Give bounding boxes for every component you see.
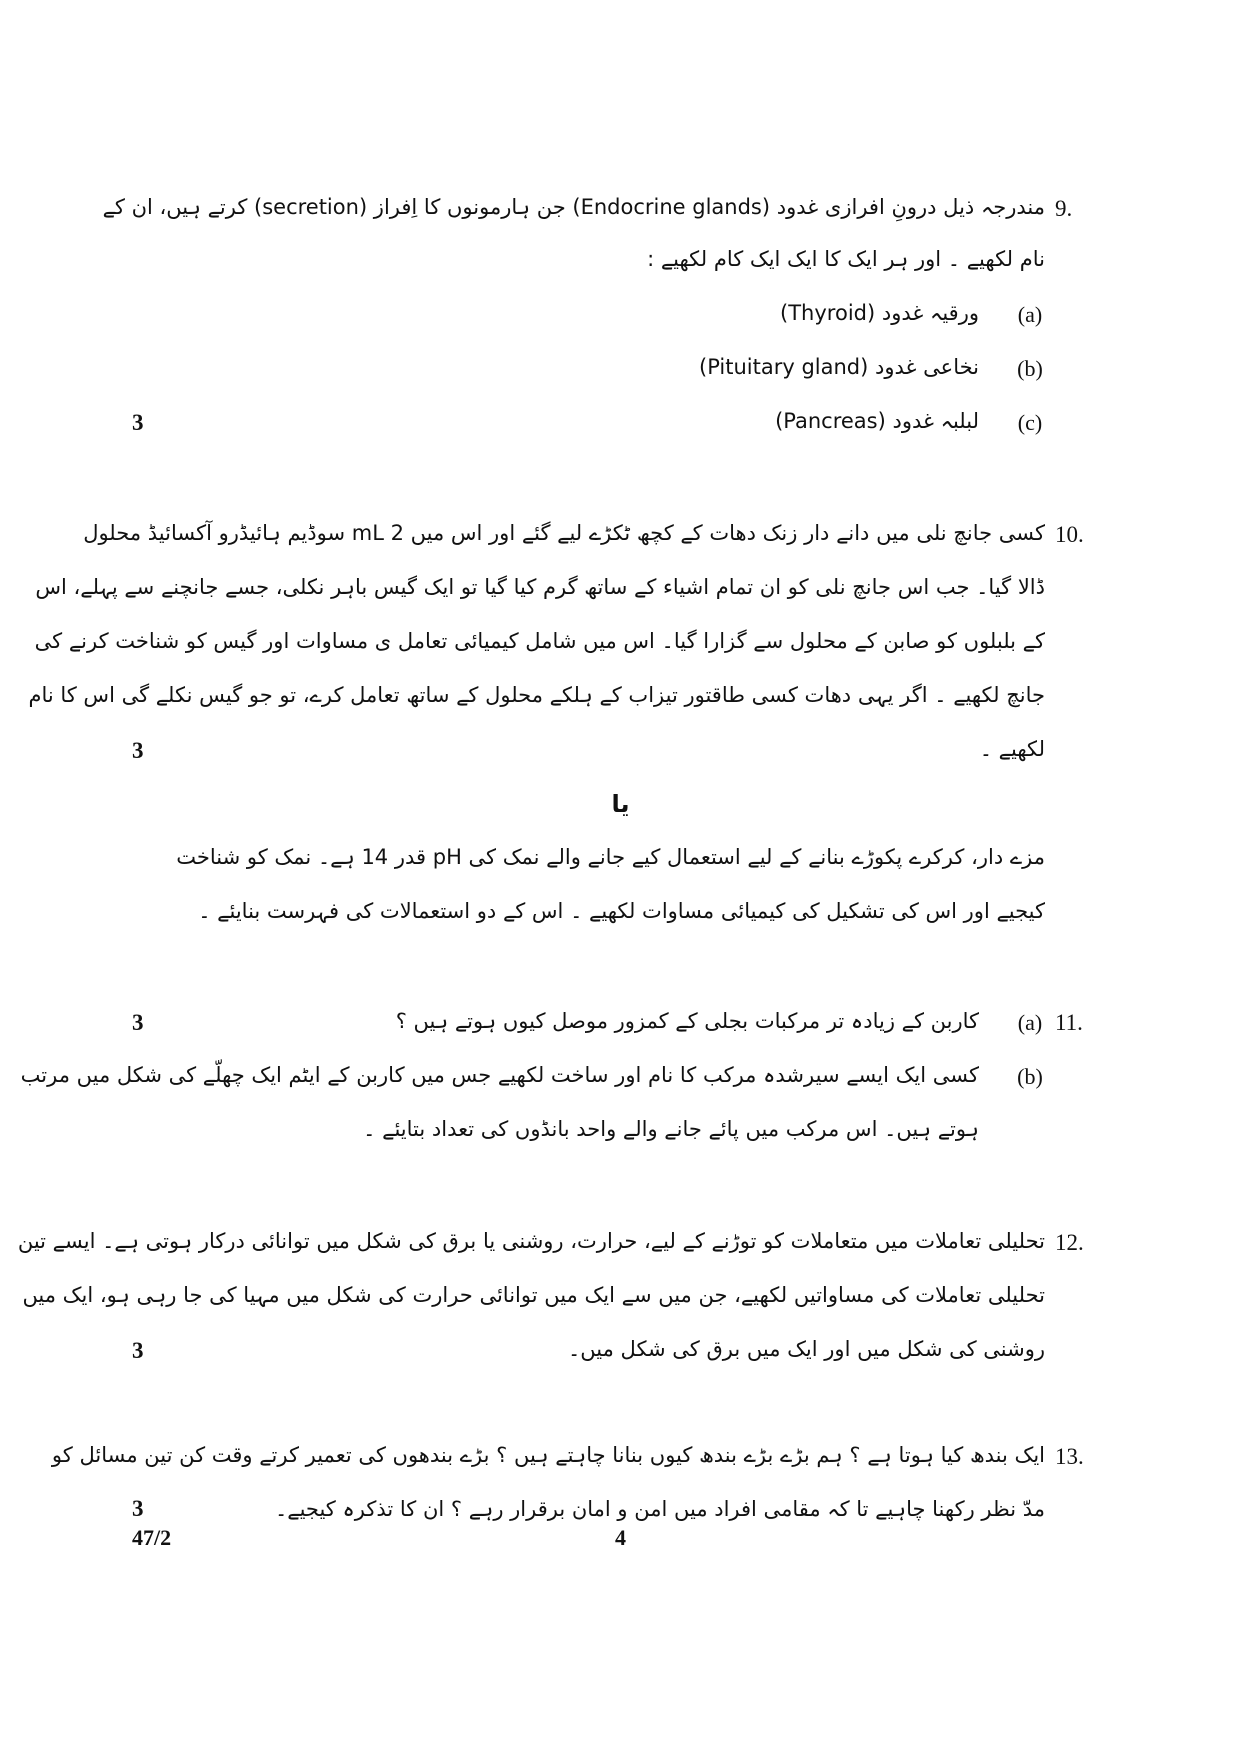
q10-marks: 3 (132, 738, 144, 763)
paper-code: 47/2 (132, 1525, 172, 1550)
q11-part-b-label: (b) (1017, 1064, 1043, 1089)
q10-alt-line-2: کیجیے اور اس کی تشکیل کی کیمیائی مساوات لکھیے ۔ اس کے دو استعمالات کی فہرست بنایئے ۔ (198, 899, 1045, 923)
q9-line-2: نام لکھیے ۔ اور ہر ایک کا ایک ایک کام لکھیے : (647, 247, 1045, 271)
q9-part-c-text: لبلبہ غدود (Pancreas) (775, 409, 979, 433)
q13-number: 13. (1055, 1444, 1084, 1469)
q9-part-b-label: (b) (1017, 356, 1043, 381)
q11-number: 11. (1055, 1010, 1083, 1035)
q13-line-1: ایک بندھ کیا ہوتا ہے ؟ ہم بڑے بڑے بندھ کیوں بنانا چاہتے ہیں ؟ بڑے بندھوں کی تعمیر کرتے وقت کن تین مسائل کو (51, 1443, 1045, 1467)
q9-part-a-label: (a) (1017, 302, 1043, 327)
q10-number: 10. (1055, 522, 1084, 547)
q10-line-2: ڈالا گیا۔ جب اس جانچ نلی کو ان تمام اشیاء کے ساتھ گرم کیا گیا تو ایک گیس باہر نکلی، جسے جانچنے سے پہلے، اس (35, 575, 1045, 599)
q10-line-5: لکھیے ۔ (979, 737, 1045, 761)
q11-part-b-line-2: ہوتے ہیں۔ اس مرکب میں پائے جانے والے واحد بانڈوں کی تعداد بتایئے ۔ (363, 1117, 979, 1141)
q12-line-1: تحلیلی تعاملات میں متعاملات کو توڑنے کے لیے، حرارت، روشنی یا برق کی شکل میں توانائی درکار ہوتی ہے۔ ایسے تین (17, 1229, 1045, 1253)
q9-marks: 3 (132, 410, 144, 435)
q10-line-4: جانچ لکھیے ۔ اگر یہی دھات کسی طاقتور تیزاب کے ہلکے محلول کے ساتھ تعامل کرے، تو جو گیس نکلے گی اس کا نام (28, 683, 1045, 707)
q10-line-1: کسی جانچ نلی میں دانے دار زنک دھات کے کچھ ٹکڑے لیے گئے اور اس میں 2 mL سوڈیم ہائیڈرو آکسائیڈ محلول (83, 521, 1045, 545)
q10-line-3: کے بلبلوں کو صابن کے محلول سے گزارا گیا۔ اس میں شامل کیمیائی تعامل ی مساوات اور گیس کو شناخت کرنے کی (34, 629, 1045, 653)
or-label: یا (611, 790, 630, 818)
q12-line-2: تحلیلی تعاملات کی مساواتیں لکھیے، جن میں سے ایک میں توانائی حرارت کی شکل میں مہیا کی جا رہی ہو، ایک میں (22, 1283, 1045, 1307)
q13-marks: 3 (132, 1496, 144, 1521)
q10-alt-line-1: مزے دار، کرکرے پکوڑے بنانے کے لیے استعمال کیے جانے والے نمک کی pH قدر 14 ہے۔ نمک کو شناخت (176, 845, 1045, 869)
q12-number: 12. (1055, 1230, 1084, 1255)
page-number: 4 (615, 1525, 626, 1550)
q9-part-a-text: ورقیہ غدود (Thyroid) (780, 301, 979, 325)
q11-marks: 3 (132, 1010, 144, 1035)
q11-part-a-text: کاربن کے زیادہ تر مرکبات بجلی کے کمزور موصل کیوں ہوتے ہیں ؟ (395, 1009, 979, 1033)
q9-part-b-text: نخاعی غدود (Pituitary gland) (698, 355, 979, 379)
q9-line-1: مندرجہ ذیل درونِ افرازی غدود (Endocrine glands) جن ہارمونوں کا اِفراز (secretion) کرتے ہیں، ان کے (102, 195, 1045, 219)
q9-part-c-label: (c) (1017, 410, 1043, 435)
q11-part-a-label: (a) (1017, 1010, 1043, 1035)
q12-marks: 3 (132, 1338, 144, 1363)
q12-line-3: روشنی کی شکل میں اور ایک میں برق کی شکل میں۔ (567, 1337, 1045, 1361)
q9-number: 9. (1055, 196, 1073, 221)
q11-part-b-line-1: کسی ایک ایسے سیرشدہ مرکب کا نام اور ساخت لکھیے جس میں کاربن کے ایٹم ایک چھلّے کی شکل میں مرتب (20, 1063, 979, 1087)
q13-line-2: مدّ نظر رکھنا چاہیے تا کہ مقامی افراد میں امن و امان برقرار رہے ؟ ان کا تذکرہ کیجیے۔ (274, 1497, 1045, 1521)
